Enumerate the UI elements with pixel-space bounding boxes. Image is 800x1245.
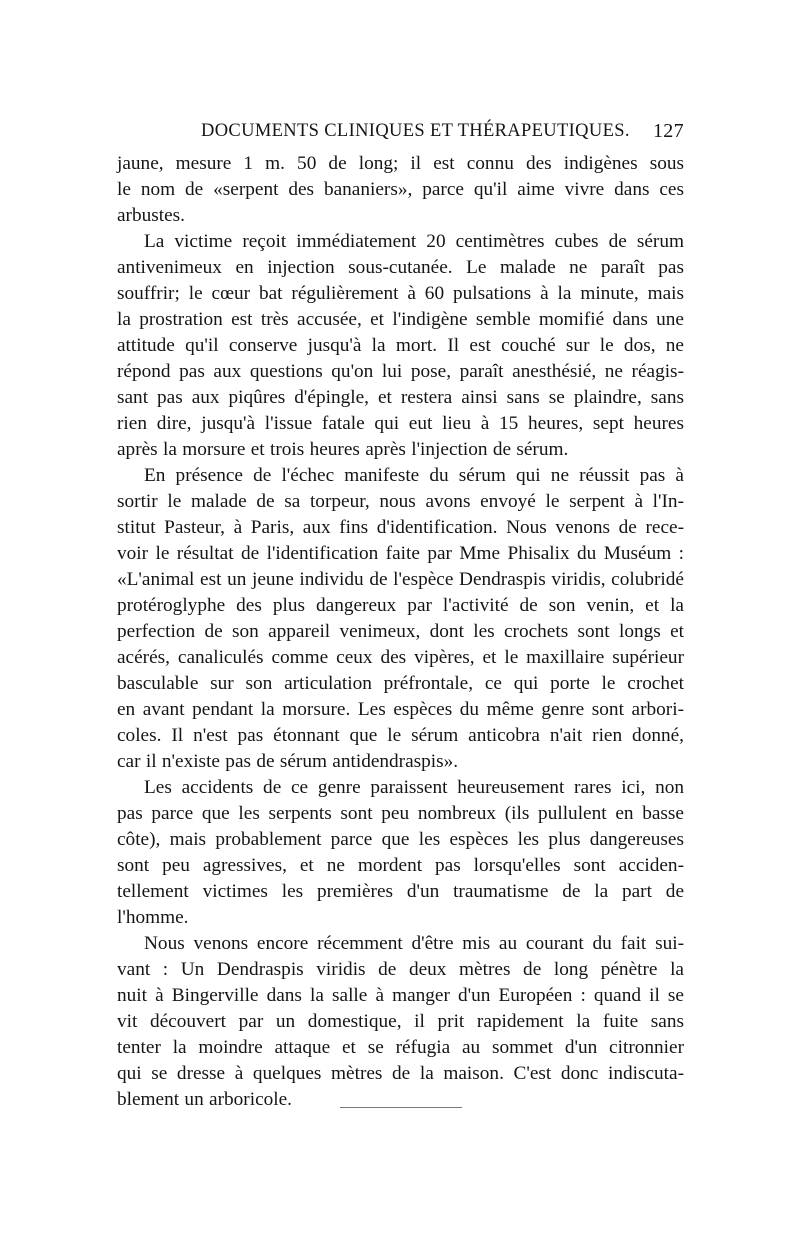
text-line: souffrir; le cœur bat régulièrement à 60 pulsations à la minute, mais bbox=[117, 283, 684, 304]
text-line: en avant pendant la morsure. Les espèces du même genre sont arbori- bbox=[117, 699, 684, 720]
running-head: DOCUMENTS CLINIQUES ET THÉRAPEUTIQUES. bbox=[201, 121, 630, 141]
text-line: protéroglyphe des plus dangereux par l'activité de son venin, et la bbox=[117, 595, 684, 616]
text-line: tellement victimes les premières d'un traumatisme de la part de bbox=[117, 881, 684, 902]
text-line: la prostration est très accusée, et l'indigène semble momifié dans une bbox=[117, 309, 684, 330]
text-line: vit découvert par un domestique, il prit rapidement la fuite sans bbox=[117, 1011, 684, 1032]
text-line: nuit à Bingerville dans la salle à manger d'un Européen : quand il se bbox=[117, 985, 684, 1006]
text-line: le nom de «serpent des bananiers», parce qu'il aime vivre dans ces bbox=[117, 179, 684, 200]
text-line: attitude qu'il conserve jusqu'à la mort. Il est couché sur le dos, ne bbox=[117, 335, 684, 356]
text-line: Nous venons encore récemment d'être mis au courant du fait sui- bbox=[144, 933, 684, 954]
text-line: stitut Pasteur, à Paris, aux fins d'identification. Nous venons de rece- bbox=[117, 517, 684, 538]
text-line: tenter la moindre attaque et se réfugia au sommet d'un citronnier bbox=[117, 1037, 684, 1058]
text-line: sont peu agressives, et ne mordent pas lorsqu'elles sont acciden- bbox=[117, 855, 684, 876]
text-line: jaune, mesure 1 m. 50 de long; il est connu des indigènes sous bbox=[117, 153, 684, 174]
text-line: vant : Un Dendraspis viridis de deux mètres de long pénètre la bbox=[117, 959, 684, 980]
text-line: «L'animal est un jeune individu de l'espèce Dendraspis viridis, colubridé bbox=[117, 569, 684, 590]
text-line: perfection de son appareil venimeux, dont les crochets sont longs et bbox=[117, 621, 684, 642]
text-line: coles. Il n'est pas étonnant que le sérum anticobra n'ait rien donné, bbox=[117, 725, 684, 746]
text-line: voir le résultat de l'identification faite par Mme Phisalix du Muséum : bbox=[117, 543, 684, 564]
text-line: arbustes. bbox=[117, 205, 186, 226]
text-line: pas parce que les serpents sont peu nombreux (ils pullulent en basse bbox=[117, 803, 684, 824]
closing-rule bbox=[340, 1107, 462, 1108]
text-line: sant pas aux piqûres d'épingle, et restera ainsi sans se plaindre, sans bbox=[117, 387, 684, 408]
text-line: répond pas aux questions qu'on lui pose, paraît anesthésié, ne réagis- bbox=[117, 361, 684, 382]
text-line: qui se dresse à quelques mètres de la maison. C'est donc indiscuta- bbox=[117, 1063, 684, 1084]
page-number: 127 bbox=[652, 120, 684, 142]
text-line: La victime reçoit immédiatement 20 centimètres cubes de sérum bbox=[144, 231, 684, 252]
text-line: blement un arboricole. bbox=[117, 1089, 293, 1110]
text-line: Les accidents de ce genre paraissent heureusement rares ici, non bbox=[144, 777, 684, 798]
text-line: après la morsure et trois heures après l'injection de sérum. bbox=[117, 439, 569, 460]
text-line: rien dire, jusqu'à l'issue fatale qui eut lieu à 15 heures, sept heures bbox=[117, 413, 684, 434]
text-line: car il n'existe pas de sérum antidendraspis». bbox=[117, 751, 459, 772]
page-header bbox=[117, 118, 684, 144]
text-line: sortir le malade de sa torpeur, nous avons envoyé le serpent à l'In- bbox=[117, 491, 684, 512]
text-line: antivenimeux en injection sous-cutanée. Le malade ne paraît pas bbox=[117, 257, 684, 278]
text-line: En présence de l'échec manifeste du sérum qui ne réussit pas à bbox=[144, 465, 684, 486]
text-line: côte), mais probablement parce que les espèces les plus dangereuses bbox=[117, 829, 684, 850]
text-line: basculable sur son articulation préfrontale, ce qui porte le crochet bbox=[117, 673, 684, 694]
text-line: acérés, canaliculés comme ceux des vipères, et le maxillaire supérieur bbox=[117, 647, 684, 668]
text-line: l'homme. bbox=[117, 907, 189, 928]
